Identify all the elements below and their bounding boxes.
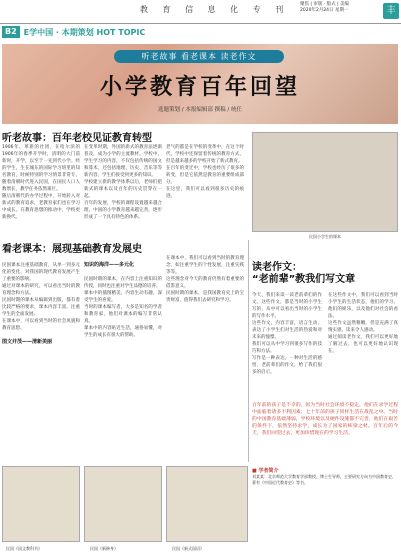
masthead-slogan: 教 育 信 息 化 专 刊 — [140, 5, 290, 14]
masthead — [0, 0, 401, 24]
section-1-col-1: 1906年，革新的社团，在哈尔滨的1906年的春季开学时，清明的大门前新时，开学，以至于一先到代小学。经的学生，生在城东的国际学习班里的知名教育，时候特别的学习情景非常专。随着清朝时代进入民国，在国民人口人数增长，教学任务依然艰巨。 随后清朝代的办学过程中，开始转入对新式的教育追求，老教育家们也在学习中成长。在教育思想的推动中，学校更新换代。 — [2, 145, 80, 220]
footer-photo-2 — [84, 466, 162, 542]
section-2-subhead-2: 知识的海洋——多元化 — [84, 262, 135, 268]
section-2-col-1-text: 民国课本注重基础教育，从单一到多元化的变化，对我国的现代教育发展产生了重要的影响。 通过对课本的研究，可以看出当时的教育理念和方法。 民国时期的课本从编辑到出版，都有着比较严格的要求，课本内容丰富，注重学生的全面发展。 在课本中，可以看到当时的社会风貌和教育思想。 — [2, 263, 80, 331]
banner-title: 小学教育百年回望 — [99, 75, 300, 100]
column-divider — [248, 240, 249, 462]
section-1-col-2: 在变革时期，外国的新式的教育法逐渐普及，成为小学的主流教材。学校中，学生学习的内容，不仅包括传统的国文和算术，还包括地理、历史、音乐等等新内容，学生们接受到更多的知识。 学校建立新的教学体系以后，老师们把新式的课本以及百年的历史贯穿在一起。 百年的发展，学校的课程设置越来越合理，中国的小学教育越来越完善，逐步形成了一个具有特色的体系。 — [84, 145, 162, 220]
masthead-logo: 丰 — [383, 3, 399, 19]
photo-old-textbook — [252, 132, 398, 232]
section-2-col-2 — [84, 255, 162, 460]
section-3-col-2: 在这些作文中，我们可以看到当时小学生的生活状态，他们的学习、他们的娱乐，以及他们对社会的看法。 这些作文虽然稚嫩，但是充满了真情实感，读来令人感动。 通过阅读老作文，我们可以更好地了解过去，也可以更好地认识现在。 — [328, 293, 398, 354]
page-section-title: E学中国 · 本期策划 HOT TOPIC — [23, 27, 146, 37]
masthead-info-line2: 2020年2月24日 星期一 — [300, 8, 349, 13]
section-2-title: 看老课本：展现基础教育发展史 — [2, 244, 142, 255]
section-2-col-2-text: 民国时期的课本，在内容上注重知识的传授，同时也注重对学生品德的培养。 课本中的插图精美，内容生动有趣，深受学生的喜爱。 当时的课本编写者，大多是知名的学者和教育家，他们对课本的编写非常认真。 课本中的内容贴近生活，通俗易懂，对学生的成长有很大的帮助。 — [84, 277, 162, 338]
summary-paragraph: 百年前的孩子是不幸的，因为当时社会环境不稳定，他们在求学过程中面临着诸多不利因素；七十年前的孩子同样生活在战乱之中。当时的中国教育基础薄弱，学校环境以及硬件设施都不完善，他们在艰苦的条件下，依然坚持求学，成长为了国家的栋梁之材。百年后的今天，我们回望过去，更加珍惜现在的学习生活。 — [252, 403, 398, 436]
footer-caption-2: 民国《新修身》 — [90, 546, 118, 551]
section-3-title: 读老作文： “老前辈”教我们写文章 — [252, 262, 356, 285]
footer-caption-3: 民国《新式国语》 — [172, 546, 204, 551]
masthead-info-line1: 聚焦 | 审版 · 版式 | 美编 — [300, 2, 350, 7]
banner-editors: 选题策划 / 本报编辑部 撰稿 / 统任 — [158, 107, 242, 113]
feature-banner — [2, 44, 398, 124]
author-note-text: 刘某某：北京师范大学教育学部教授，博士生导师，主要研究方向为中国教育史，著有《中国近代教育史》等书。 — [252, 474, 396, 485]
section-2-col-1 — [2, 255, 80, 460]
section-1-col-3: 老气的都是在学校的变革中，在这个时代，学校中还保留着传统的教育方式，但是越来越多的学校开始了新式教育。 在百年的变迁中，学校也经历了很多的转变，但是它依然是教育的重要组成部分。 在这里，我们可以看到很多历史的痕迹。 — [166, 145, 244, 199]
footer-photo-1 — [2, 466, 80, 542]
page-number: B2 — [2, 26, 20, 38]
section-2-col-3: 在课本中，我们可以看到当时的教育理念，如注重学生的个性发展，注重实践等等。 这些理念对今天的教育仍然有着重要的借鉴意义。 民国时期的课本，是我国教育史上的宝贵财富，值得我们去研究和学习。 — [166, 256, 244, 303]
footer-caption-1: 民国《国文教科书》 — [6, 546, 42, 551]
page-bar — [2, 26, 399, 38]
author-note — [252, 468, 398, 486]
banner-pill: 听老故事 看老课本 读老作文 — [114, 50, 284, 63]
section-3-col-1: 今天，我们来读一读老前辈们的作文。这些作文，都是当时的小学生写的，从中可以看出当时的小学生的写作水平。 这些作文，内容丰富，语言生动，表达了小学生们对生活的热爱和对未来的憧憬。 我们可以从中学习到很多写作的技巧和方法。 写作是一种表达，一种对生活的感悟，老前辈们的作文，给了我们很多的启示。 — [252, 293, 322, 375]
masthead-info — [300, 2, 380, 14]
author-note-heading: ■ 学者简介 — [252, 468, 279, 474]
photo-caption: 民国小学生的课本 — [309, 234, 341, 239]
footer-photos — [2, 466, 248, 542]
section-1-title: 听老故事：百年老校见证教育转型 — [2, 133, 152, 144]
footer-photo-3 — [166, 466, 248, 542]
section-2-subhead-1: 图文并茂——清新美丽 — [2, 339, 53, 345]
